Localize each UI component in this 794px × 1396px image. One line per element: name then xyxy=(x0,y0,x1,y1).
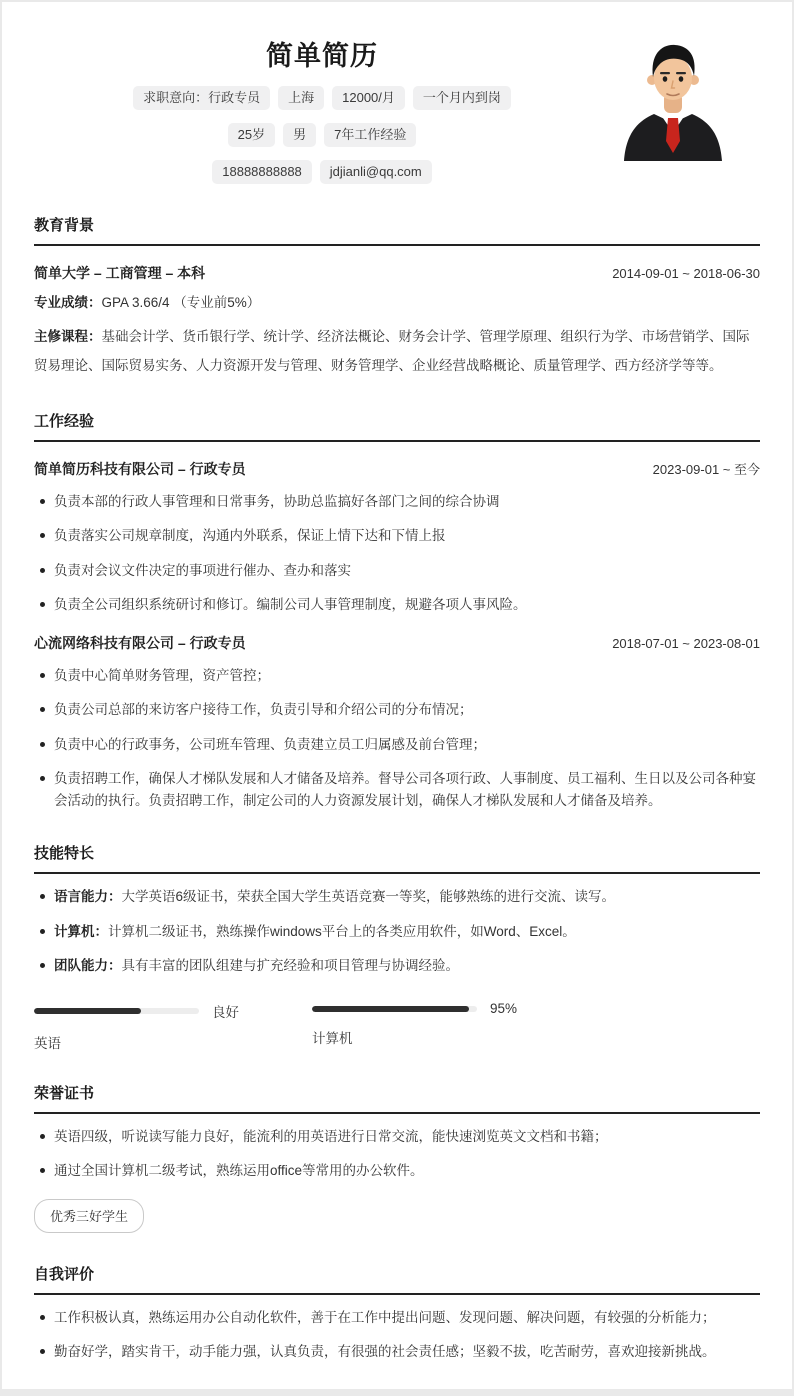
skill-bar-computer xyxy=(312,1001,590,1052)
evaluation-section xyxy=(34,1263,760,1364)
skill-label: 计算机： xyxy=(54,923,108,939)
bullet-item xyxy=(34,955,760,977)
avatar-illustration xyxy=(598,39,748,161)
pill-email: jdjianli@qq.com xyxy=(320,160,432,184)
bullet-item: 负责落实公司规章制度，沟通内外联系，保证上情下达和下情上报 xyxy=(34,525,760,547)
evaluation-bullet-list xyxy=(34,1307,760,1364)
bar-fill xyxy=(34,1008,141,1014)
job-bullet-list xyxy=(34,491,760,616)
bar-name-label: 英语 xyxy=(34,1036,61,1052)
bullet-item: 通过全国计算机二级考试，熟练运用office等常用的办公软件。 xyxy=(34,1160,760,1182)
honors-bullet-list xyxy=(34,1126,760,1183)
bullet-item: 负责中心简单财务管理，资产管控； xyxy=(34,665,760,687)
bar-track xyxy=(34,1008,199,1014)
bar-track xyxy=(312,1006,477,1012)
bullet-item xyxy=(34,886,760,908)
pill-gender: 男 xyxy=(283,123,316,147)
skill-bars xyxy=(34,1001,760,1052)
job-bullet-list xyxy=(34,665,760,812)
courses-value: 基础会计学、货币银行学、统计学、经济法概论、财务会计学、管理学原理、组织行为学、市场营销学、国际贸易理论、国际贸易实务、人力资源开发与管理、财务管理学、企业经营战略概论、质量管理学、西方经济学等等。 xyxy=(34,329,750,373)
job-entry-head xyxy=(34,459,760,479)
bar-value-label: 95% xyxy=(490,1001,518,1017)
education-entry xyxy=(34,263,760,283)
bullet-item: 勤奋好学，踏实肯干，动手能力强，认真负责，有很强的社会责任感；坚毅不拔，吃苦耐劳，喜欢迎接新挑战。 xyxy=(34,1341,760,1363)
job-entry xyxy=(34,633,760,812)
skills-bullet-list xyxy=(34,886,760,977)
honors-section xyxy=(34,1082,760,1233)
gpa-line xyxy=(34,289,760,317)
gpa-value: GPA 3.66/4 （专业前5%） xyxy=(101,295,261,310)
pill-salary: 12000/月 xyxy=(332,86,405,110)
bullet-item: 工作积极认真，熟练运用办公自动化软件，善于在工作中提出问题、发现问题、解决问题，有较强的分析能力； xyxy=(34,1307,760,1329)
work-section xyxy=(34,410,760,812)
section-title-evaluation: 自我评价 xyxy=(34,1263,760,1295)
job-date: 2023-09-01 ~ 至今 xyxy=(652,462,760,478)
job-entry-head xyxy=(34,633,760,653)
skill-text: 具有丰富的团队组建与扩充经验和项目管理与协调经验。 xyxy=(121,957,459,973)
skill-text: 大学英语6级证书，荣获全国大学生英语竞赛一等奖，能够熟练的进行交流、读写。 xyxy=(121,889,616,905)
pill-city: 上海 xyxy=(278,86,324,110)
bullet-item: 英语四级，听说读写能力良好，能流利的用英语进行日常交流，能快速浏览英文文档和书籍； xyxy=(34,1126,760,1148)
bar-name-label: 计算机 xyxy=(312,1031,353,1047)
pill-job-intent: 求职意向：行政专员 xyxy=(133,86,270,110)
bullet-item: 负责中心的行政事务，公司班车管理、负责建立员工归属感及前台管理； xyxy=(34,734,760,756)
pill-availability: 一个月内到岗 xyxy=(413,86,511,110)
bar-row xyxy=(34,1001,312,1021)
pill-row-contact xyxy=(34,160,610,184)
courses-line xyxy=(34,323,760,380)
skill-bar-english xyxy=(34,1001,312,1052)
bullet-item: 负责招聘工作，确保人才梯队发展和人才储备及培养。督导公司各项行政、人事制度、员工福利、生日以及公司各种宴会活动的执行。负责招聘工作，制定公司的人力资源发展计划，确保人才梯队发展和人才储备及培养。 xyxy=(34,768,760,813)
bar-row xyxy=(312,1001,590,1016)
section-title-honors: 荣誉证书 xyxy=(34,1082,760,1114)
resume-page xyxy=(2,2,792,1389)
skill-label: 团队能力： xyxy=(54,957,122,973)
section-title-education: 教育背景 xyxy=(34,214,760,246)
avatar xyxy=(598,39,748,161)
header-left xyxy=(34,34,610,184)
pill-phone: 18888888888 xyxy=(212,160,312,184)
bullet-item xyxy=(34,921,760,943)
education-section xyxy=(34,214,760,380)
bullet-item: 负责全公司组织系统研讨和修订。编制公司人事管理制度，规避各项人事风险。 xyxy=(34,594,760,616)
skill-label: 语言能力： xyxy=(54,889,122,905)
resume-header xyxy=(34,34,760,184)
company-name: 心流网络科技有限公司 – 行政专员 xyxy=(34,635,246,652)
bullet-item: 负责对会议文件决定的事项进行催办、查办和落实 xyxy=(34,560,760,582)
bullet-item: 负责本部的行政人事管理和日常事务，协助总监搞好各部门之间的综合协调 xyxy=(34,491,760,513)
education-date: 2014-09-01 ~ 2018-06-30 xyxy=(612,266,760,281)
pill-experience: 7年工作经验 xyxy=(324,123,416,147)
honor-tag: 优秀三好学生 xyxy=(34,1199,144,1233)
courses-label: 主修课程： xyxy=(34,329,102,345)
section-title-skills: 技能特长 xyxy=(34,842,760,874)
gpa-label: 专业成绩： xyxy=(34,295,102,310)
skill-text: 计算机二级证书，熟练操作windows平台上的各类应用软件，如Word、Excel。 xyxy=(108,923,576,939)
bullet-item: 负责公司总部的来访客户接待工作，负责引导和介绍公司的分布情况； xyxy=(34,699,760,721)
job-entry xyxy=(34,459,760,616)
bar-value-label: 良好 xyxy=(212,1005,239,1021)
school-name: 简单大学 – 工商管理 – 本科 xyxy=(34,265,206,281)
skills-section xyxy=(34,842,760,1052)
page-title: 简单简历 xyxy=(266,41,378,71)
pill-age: 25岁 xyxy=(228,123,275,147)
pill-row-intent xyxy=(34,86,610,110)
pill-row-personal xyxy=(34,123,610,147)
bar-fill xyxy=(312,1006,469,1012)
job-date: 2018-07-01 ~ 2023-08-01 xyxy=(612,636,760,652)
section-title-work: 工作经验 xyxy=(34,410,760,442)
company-name: 简单简历科技有限公司 – 行政专员 xyxy=(34,461,246,478)
